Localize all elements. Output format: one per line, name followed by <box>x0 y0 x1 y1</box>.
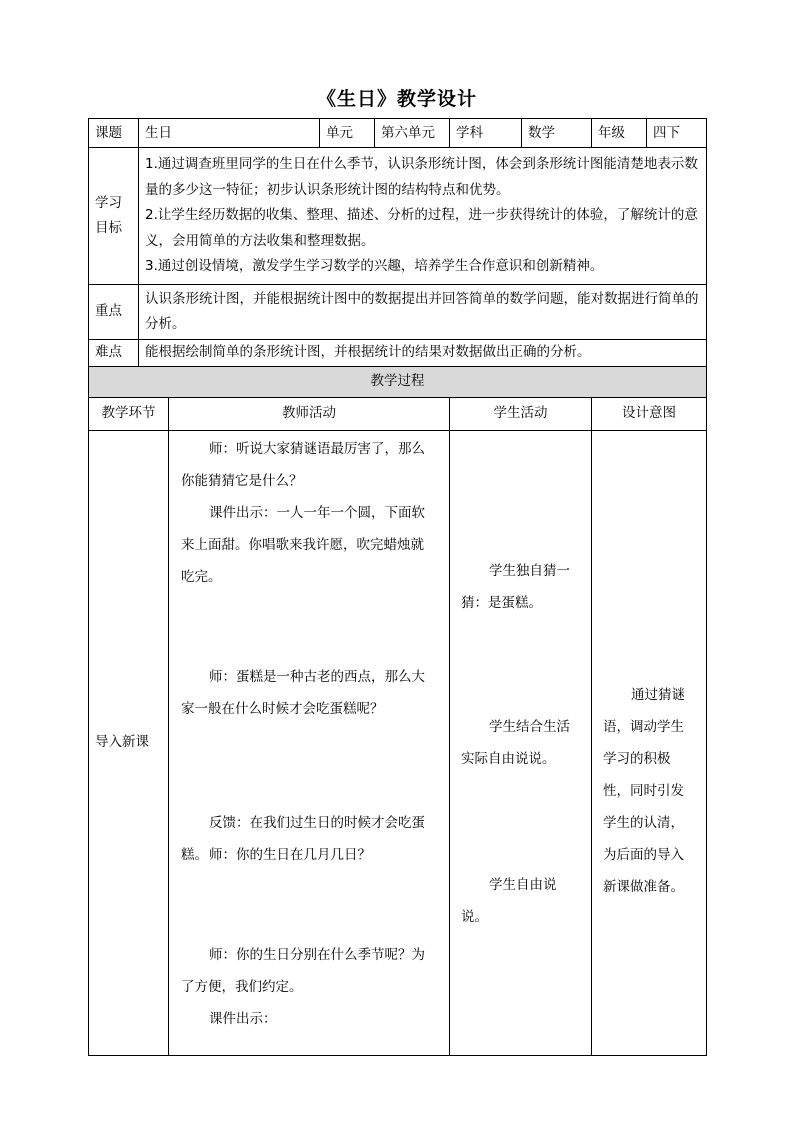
teacher-line: 反馈：在我们过生日的时候才会吃蛋糕。 <box>181 814 425 863</box>
topic-label: 课题 <box>89 119 139 148</box>
teacher-line: 师：蛋糕是一种古老的西点，那么大家一般在什么时候才会吃蛋糕呢？ <box>181 668 425 717</box>
difficulty-label: 难点 <box>89 339 139 366</box>
unit-label: 单元 <box>320 119 375 148</box>
page-title: 《生日》教学设计 <box>316 88 477 110</box>
goals-row <box>89 148 707 285</box>
student-line: 学生自由说说。 <box>461 876 557 925</box>
subject-label: 学科 <box>450 119 522 148</box>
goals-label: 学习目标 <box>89 148 139 285</box>
goal-item: 3.通过创设情境，激发学生学习数学的兴趣，培养学生合作意识和创新精神。 <box>145 258 604 274</box>
process-title-row <box>89 366 707 397</box>
topic-value: 生日 <box>139 119 320 148</box>
teacher-line: 课件出示：一人一年一个圆，下面软来上面甜。你唱歌来我许愿，吹完蜡烛就吃完。 <box>181 504 425 585</box>
key-point-text: 认识条形统计图，并能根据统计图中的数据提出并回答简单的数学问题，能对数据进行简单的分析。 <box>139 284 707 339</box>
unit-value: 第六单元 <box>375 119 450 148</box>
key-point-label: 重点 <box>89 284 139 339</box>
student-activity <box>450 430 592 1055</box>
key-point-row <box>89 284 707 339</box>
goal-item: 1.通过调查班里同学的生日在什么季节，认识条形统计图，体会到条形统计图能清楚地表示数量的多少这一特征；初步认识条形统计图的结构特点和优势。 <box>145 156 698 198</box>
col-student: 学生活动 <box>450 397 592 430</box>
teacher-activity <box>169 430 450 1055</box>
subject-value: 数学 <box>522 119 592 148</box>
goal-item: 2.让学生经历数据的收集、整理、描述、分析的过程，进一步获得统计的体验，了解统计的意义，会用简单的方法收集和整理数据。 <box>145 207 698 249</box>
header-row <box>89 119 707 148</box>
lesson-plan-table <box>88 118 707 1056</box>
difficulty-row <box>89 339 707 366</box>
grade-label: 年级 <box>592 119 647 148</box>
teacher-line: 课件出示： <box>209 1010 277 1027</box>
teacher-line: 师：你的生日在几月几日？ <box>209 846 371 863</box>
difficulty-text: 能根据绘制简单的条形统计图，并根据统计的结果对数据做出正确的分析。 <box>139 339 707 366</box>
stage-name: 导入新课 <box>89 430 169 1055</box>
student-line: 学生独自猜一猜：是蛋糕。 <box>461 562 570 611</box>
design-intent <box>592 430 707 1055</box>
student-line: 学生结合生活实际自由说说。 <box>461 718 570 767</box>
goals-content <box>139 148 707 285</box>
col-teacher: 教师活动 <box>169 397 450 430</box>
process-title: 教学过程 <box>89 366 707 397</box>
intro-row <box>89 430 707 1055</box>
process-column-headers <box>89 397 707 430</box>
teacher-line: 师：你的生日分别在什么季节呢？为了方便，我们约定。 <box>181 946 425 995</box>
col-stage: 教学环节 <box>89 397 169 430</box>
teacher-line: 师：听说大家猜谜语最厉害了，那么你能猜猜它是什么？ <box>181 440 425 489</box>
intent-text: 通过猜谜语，调动学生学习的积极性，同时引发学生的认清，为后面的导入新课做准备。 <box>603 686 685 895</box>
grade-value: 四下 <box>647 119 707 148</box>
col-intent: 设计意图 <box>592 397 707 430</box>
